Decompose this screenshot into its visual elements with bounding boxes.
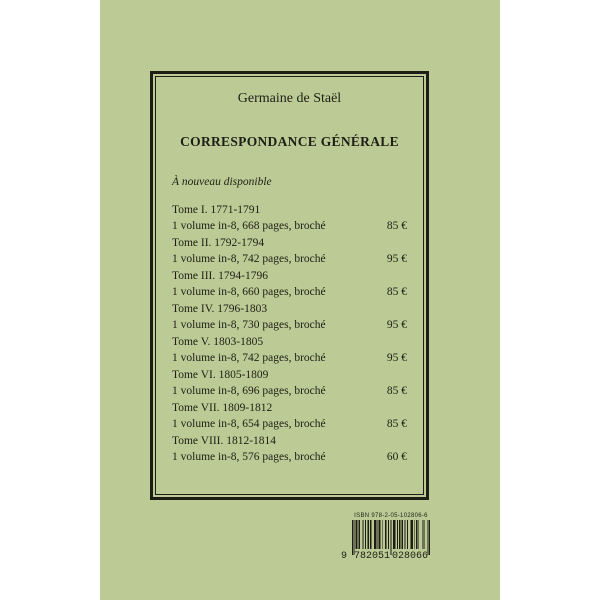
volume-details <box>172 219 407 235</box>
volume-price: 85 € <box>386 219 407 232</box>
ean-digit-group-left: 782051 <box>354 551 391 562</box>
volume-item <box>172 203 407 234</box>
volume-title: Tome VII. 1809-1812 <box>172 402 273 414</box>
author-name: Germaine de Staël <box>237 91 342 106</box>
volume-item <box>172 335 407 366</box>
volume-details <box>172 384 407 400</box>
volume-item <box>172 302 407 333</box>
volume-price: 95 € <box>386 351 407 364</box>
volume-price: 95 € <box>386 252 407 265</box>
volume-description: 1 volume in-8, 696 pages, broché <box>172 384 326 397</box>
volume-details <box>172 351 407 367</box>
ean-barcode <box>352 520 430 555</box>
volume-price: 85 € <box>386 417 407 430</box>
volume-price: 95 € <box>386 318 407 331</box>
decorative-double-frame <box>150 71 429 500</box>
volume-title: Tome I. 1771-1791 <box>172 204 261 216</box>
volume-title: Tome V. 1803-1805 <box>172 336 264 348</box>
book-cover <box>100 0 500 600</box>
volume-description: 1 volume in-8, 742 pages, broché <box>172 351 326 364</box>
volume-title: Tome IV. 1796-1803 <box>172 303 268 315</box>
ean-digits <box>341 551 441 562</box>
isbn-label: ISBN 978-2-05-102806-6 <box>354 513 428 519</box>
ean-digit-group-right: 028066 <box>392 551 429 562</box>
volume-title: Tome III. 1794-1796 <box>172 270 268 282</box>
volume-description: 1 volume in-8, 576 pages, broché <box>172 450 326 463</box>
frame-content <box>155 76 424 495</box>
volume-description: 1 volume in-8, 668 pages, broché <box>172 219 326 232</box>
volume-title: Tome II. 1792-1794 <box>172 237 265 249</box>
volume-item <box>172 401 407 432</box>
volume-price: 85 € <box>386 384 407 397</box>
volume-details <box>172 252 407 268</box>
volume-details <box>172 318 407 334</box>
barcode-block <box>341 513 430 562</box>
volume-description: 1 volume in-8, 730 pages, broché <box>172 318 326 331</box>
volume-details <box>172 417 407 433</box>
volume-details <box>172 285 407 301</box>
volume-item <box>172 269 407 300</box>
volume-price: 85 € <box>386 285 407 298</box>
volume-price: 60 € <box>386 450 407 463</box>
volume-details <box>172 450 407 466</box>
ean-digit-group-first: 9 <box>341 551 348 562</box>
volume-description: 1 volume in-8, 654 pages, broché <box>172 417 326 430</box>
volume-description: 1 volume in-8, 742 pages, broché <box>172 252 326 265</box>
volume-item <box>172 236 407 267</box>
book-title: CORRESPONDANCE GÉNÉRALE <box>180 134 399 149</box>
volume-title: Tome VI. 1805-1809 <box>172 369 269 381</box>
availability-note: À nouveau disponible <box>172 176 272 188</box>
volume-item <box>172 434 407 465</box>
volume-item <box>172 368 407 399</box>
volumes-list <box>172 203 407 465</box>
volume-title: Tome VIII. 1812-1814 <box>172 435 277 447</box>
volume-description: 1 volume in-8, 660 pages, broché <box>172 285 326 298</box>
